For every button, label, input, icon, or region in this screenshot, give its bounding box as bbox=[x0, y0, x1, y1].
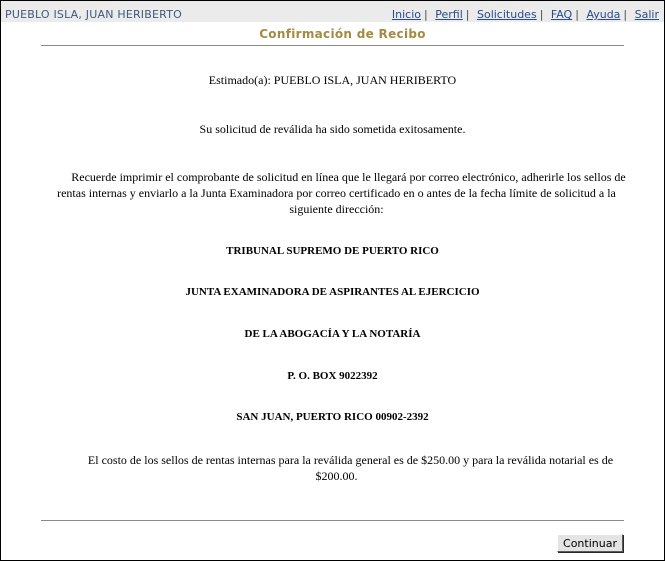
nav-link-faq[interactable]: FAQ bbox=[550, 8, 573, 21]
address-line-court: TRIBUNAL SUPREMO DE PUERTO RICO bbox=[226, 245, 439, 257]
success-message: Su solicitud de reválida ha sido sometida exitosamente. bbox=[199, 122, 466, 136]
nav-link-inicio[interactable]: Inicio bbox=[391, 8, 422, 21]
footer-divider bbox=[41, 520, 624, 521]
address-line-board-cont: DE LA ABOGACÍA Y LA NOTARÍA bbox=[244, 328, 421, 340]
nav-separator: | bbox=[623, 8, 628, 21]
address-line-city: SAN JUAN, PUERTO RICO 00902-2392 bbox=[236, 411, 429, 423]
nav-separator: | bbox=[424, 8, 428, 21]
nav-link-salir[interactable]: Salir bbox=[634, 8, 659, 21]
top-bar bbox=[1, 1, 664, 22]
logged-in-user-name: PUEBLO ISLA, JUAN HERIBERTO bbox=[5, 8, 182, 21]
greeting-text: Estimado(a): PUEBLO ISLA, JUAN HERIBERTO bbox=[208, 73, 457, 87]
nav-separator: | bbox=[539, 8, 544, 21]
address-line-board: JUNTA EXAMINADORA DE ASPIRANTES AL EJERCICIO bbox=[185, 286, 480, 298]
title-divider bbox=[41, 45, 624, 46]
nav-separator: | bbox=[575, 8, 579, 21]
nav-link-perfil[interactable]: Perfil bbox=[435, 8, 463, 21]
instructions-paragraph: Recuerde imprimir el comprobante de solicitud en línea que le llegará por correo electrónico, adherirle los sellos de rentas internas y enviarlo a la Junta Examinadora por correo certificado en o antes de la fecha límite de solicitud a la siguiente dirección: bbox=[57, 170, 626, 216]
nav-link-solicitudes[interactable]: Solicitudes bbox=[476, 8, 537, 21]
nav-link-ayuda[interactable]: Ayuda bbox=[586, 8, 621, 21]
page-title: Confirmación de Recibo bbox=[259, 27, 426, 41]
nav-separator: | bbox=[465, 8, 470, 21]
cost-note: El costo de los sellos de rentas internas para la reválida general es de $250.00 y para la reválida notarial es de $200.00. bbox=[87, 453, 614, 483]
continue-button[interactable]: Continuar bbox=[557, 534, 623, 552]
top-navigation bbox=[392, 8, 659, 21]
address-line-po-box: P. O. BOX 9022392 bbox=[287, 370, 378, 382]
